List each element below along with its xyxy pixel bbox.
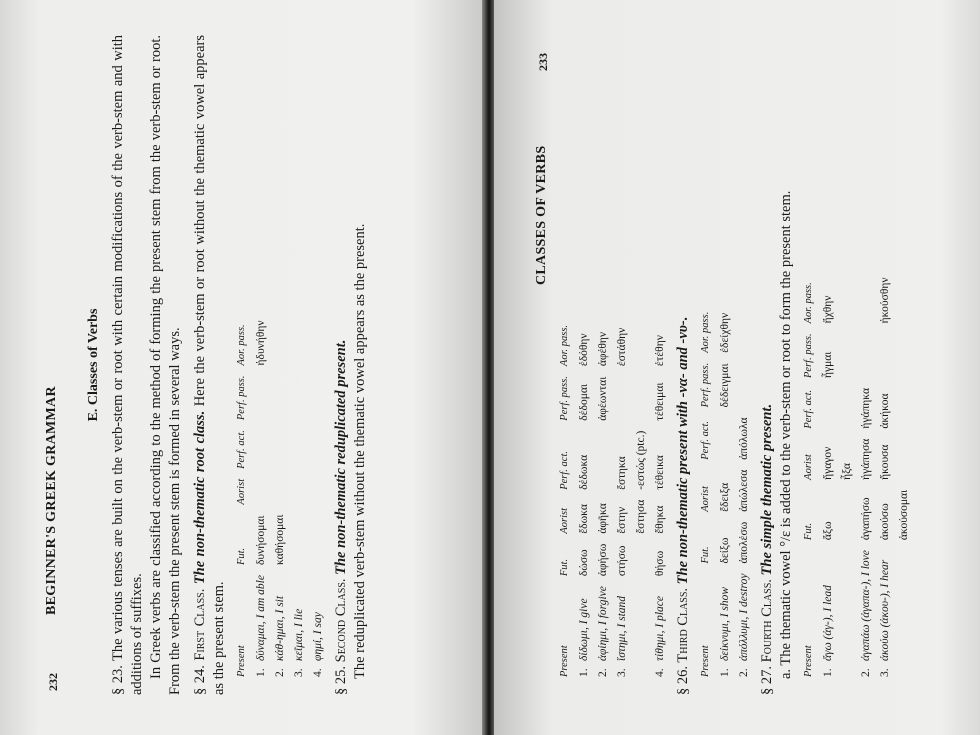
section-24-title: The non-thematic root class.: [192, 410, 208, 585]
perf-pass-cell: [271, 365, 290, 420]
aor-pass-cell: [895, 267, 914, 323]
col-header: Perf. act.: [803, 389, 814, 429]
table-row: [819, 267, 838, 677]
perf-pass-cell: [309, 365, 328, 420]
table-row: [594, 315, 613, 677]
section-27-label: § 27. Fourth Class.: [759, 579, 775, 695]
table-row: [895, 267, 914, 677]
table-header-row: [231, 310, 252, 677]
future-cell: στήσω: [616, 545, 628, 577]
perf-act-cell: ἀκήκοα: [879, 393, 891, 429]
present-cell: [613, 576, 632, 677]
col-header: Perf. pass.: [236, 375, 247, 421]
section-26-label: § 26. Third Class.: [675, 587, 691, 695]
table-row: [309, 310, 328, 677]
perf-pass-cell: [876, 323, 895, 378]
present-cell: [838, 540, 857, 677]
present-form: ἀφίημι, I forgive: [597, 586, 609, 661]
row-number: 1.: [822, 668, 834, 677]
future-cell: ἄξω: [822, 521, 834, 541]
col-header: Fut.: [700, 546, 711, 564]
aor-pass-cell: [857, 267, 876, 323]
paragraph-25: [332, 35, 351, 695]
future-cell: δυνήσομαι: [255, 515, 267, 566]
table-row: [271, 310, 290, 677]
aor-pass-cell: [290, 310, 309, 365]
col-header: Perf. act.: [559, 451, 570, 490]
right-page: [494, 0, 980, 735]
col-header: Perf. pass.: [700, 362, 711, 408]
verb-table-25: [554, 315, 670, 677]
present-cell: [632, 576, 651, 677]
aor-pass-cell: ἐτέθην: [654, 335, 666, 367]
present-cell: [651, 576, 670, 677]
page-number: 233: [536, 53, 550, 71]
col-header: Present: [803, 645, 814, 677]
table-header-row: [554, 315, 575, 677]
section-25-title: The non-thematic reduplicated present.: [333, 339, 349, 575]
row-number: 2.: [274, 668, 286, 677]
running-head: CLASSES OF VERBS: [534, 145, 549, 285]
future-cell: θήσω: [654, 550, 666, 577]
table-header-row: [798, 267, 819, 677]
section-24-label: § 24. First Class.: [192, 588, 208, 695]
row-number: 4.: [654, 668, 666, 677]
col-header: Aorist: [700, 486, 711, 512]
perf-pass-cell: [838, 323, 857, 378]
present-form: δύναμαι, I am able: [255, 575, 267, 661]
present-cell: [716, 564, 735, 677]
present-cell: [895, 540, 914, 677]
right-body: [552, 35, 918, 695]
aorist-cell: ἤκουσα: [879, 444, 891, 480]
future-cell: [309, 505, 328, 565]
aorist-cell: [290, 469, 309, 505]
paragraph-23b: In Greek verbs are classified according to the method of forming the present stem from the verb-stem or root. From the verb-stem the present stem is formed in several ways.: [148, 35, 183, 695]
verb-table-24: [231, 310, 328, 677]
aorist-cell: ἤγαγον: [822, 446, 834, 480]
perf-pass-cell: [252, 365, 271, 420]
perf-act-cell: δέδωκα: [578, 454, 590, 490]
table-row: [290, 310, 309, 677]
present-cell: [309, 565, 328, 677]
aor-pass-cell: ἠκούσθην: [879, 277, 891, 324]
col-header: Aor. pass.: [559, 324, 570, 367]
present-form: κάθ-ημαι, I sit: [274, 595, 286, 661]
right-page-content: [494, 0, 980, 735]
present-cell: [575, 576, 594, 677]
perf-pass-cell: [857, 323, 876, 378]
paragraph-23: § 23. The various tenses are built on the verb-stem or root with certain modifications of the verb-stem and with additions of suffixes.: [110, 35, 145, 695]
present-cell: [290, 565, 309, 677]
row-number: 3.: [879, 668, 891, 677]
present-form: ἄγω (ἀγ-), I lead: [822, 585, 834, 661]
table-row: [716, 302, 735, 677]
future-cell: ἀκούσω: [879, 503, 891, 541]
perf-act-cell: ἠγάπηκα: [860, 388, 872, 429]
col-header: Aorist: [559, 508, 570, 534]
present-form: τίθημι, I place: [654, 596, 666, 661]
row-number: 4.: [312, 668, 324, 677]
future-cell: ἀκούσομαι: [898, 489, 910, 541]
section-title: E. Classes of Verbs: [86, 308, 101, 422]
aorist-cell: ἔστησα: [635, 499, 647, 534]
aorist-cell: ἔδωκα: [578, 504, 590, 534]
aorist-cell: ἀπώλεσα: [738, 469, 750, 512]
col-header: Present: [700, 645, 711, 677]
aor-pass-cell: ἀφέθην: [597, 331, 609, 367]
perf-pass-cell: δέδομαι: [578, 384, 590, 421]
perf-pass-cell: τέθειμαι: [654, 382, 666, 421]
aorist-cell: ἠγάπησα: [860, 438, 872, 480]
perf-pass-cell: ἀφέωνται: [597, 376, 609, 421]
perf-act-cell: [290, 420, 309, 469]
row-number: 2.: [597, 668, 609, 677]
row-number: 1.: [578, 668, 590, 677]
present-cell: [252, 565, 271, 677]
aorist-cell: [895, 429, 914, 480]
aorist-cell: [252, 469, 271, 505]
aor-pass-cell: [632, 315, 651, 366]
present-cell: [876, 540, 895, 677]
col-header: Aor. pass.: [236, 324, 247, 366]
table-row: [735, 302, 754, 677]
perf-pass-cell: ἦγμαι: [822, 351, 834, 378]
aor-pass-cell: [838, 267, 857, 323]
future-cell: ἀφήσω: [597, 543, 609, 577]
col-header: Aorist: [803, 454, 814, 480]
paragraph-24: [191, 35, 229, 695]
page-number: 232: [46, 673, 60, 691]
future-cell: ἀγαπήσω: [860, 497, 872, 541]
perf-pass-cell: [613, 366, 632, 421]
future-cell: [632, 534, 651, 576]
aorist-cell: ἔδειξα: [719, 482, 731, 512]
future-cell: [838, 480, 857, 540]
perf-act-cell: [716, 407, 735, 459]
section-25-text: The reduplicated verb-stem without the thematic vowel appears as the present.: [352, 223, 368, 679]
present-cell: [857, 540, 876, 677]
table-header-row: [695, 302, 716, 677]
perf-pass-cell: δέδειγμαι: [719, 363, 731, 408]
row-number: 3.: [616, 668, 628, 677]
perf-act-cell: [895, 378, 914, 429]
paragraph-27a: a. The thematic vowel °/ε is added to the verb-stem or root to form the present stem.: [778, 190, 794, 679]
row-number: 1.: [255, 668, 267, 677]
col-header: Perf. act.: [700, 420, 711, 460]
verb-table-26: [695, 302, 754, 677]
verb-table-27: [798, 267, 914, 677]
aor-pass-cell: ἐδόθην: [578, 333, 590, 367]
future-cell: δείξω: [719, 537, 731, 564]
present-cell: [271, 565, 290, 677]
present-form: φημί, I say: [312, 612, 324, 661]
aor-pass-cell: ἐδείχθην: [719, 312, 731, 353]
col-header: Aor. pass.: [700, 311, 711, 353]
row-number: 2.: [860, 668, 872, 677]
present-cell: [735, 564, 754, 677]
left-page-content: [0, 0, 486, 735]
running-head: BEGINNER'S GREEK GRAMMAR: [44, 386, 59, 615]
present-form: ἀγαπάω (ἀγαπα-), I love: [860, 550, 872, 661]
row-number: 3.: [293, 668, 305, 677]
perf-act-cell: τέθεικα: [654, 455, 666, 490]
row-number: 1.: [719, 668, 731, 677]
aorist-cell: ἦξα: [841, 463, 853, 480]
table-row: [838, 267, 857, 677]
col-header: Perf. act.: [236, 430, 247, 469]
present-form: ἵστημι, I stand: [616, 595, 628, 661]
col-header: Fut.: [559, 558, 570, 577]
aorist-cell: ἔθηκα: [654, 505, 666, 534]
perf-act-cell: -εστώς (ptc.): [635, 430, 647, 490]
present-cell: [819, 540, 838, 677]
present-form: ἀκούω (ἀκου-), I hear: [879, 559, 891, 661]
col-header: Perf. pass.: [803, 333, 814, 378]
section-25-label: § 25. Second Class.: [333, 578, 349, 695]
aor-pass-cell: [735, 302, 754, 353]
section-26-title: The non-thematic present with -να- and -νυ-.: [675, 316, 691, 585]
present-form: δείκνυμι, I show: [719, 586, 731, 661]
perf-act-cell: ἀπόλωλα: [738, 417, 750, 460]
perf-act-cell: [271, 420, 290, 469]
aorist-cell: ἀφῆκα: [597, 503, 609, 534]
perf-act-cell: [594, 421, 613, 490]
aor-pass-cell: [309, 310, 328, 365]
perf-pass-cell: [290, 365, 309, 420]
aorist-cell: ἔστην: [616, 506, 628, 534]
aorist-cell: [309, 469, 328, 505]
present-form: κεῖμαι, I lie: [293, 608, 305, 661]
col-header: Fut.: [803, 522, 814, 541]
perf-act-cell: [819, 378, 838, 429]
col-header: Perf. pass.: [559, 376, 570, 421]
future-cell: δώσω: [578, 549, 590, 577]
table-row: [613, 315, 632, 677]
future-cell: καθήσομαι: [274, 514, 286, 566]
perf-act-cell: [309, 420, 328, 469]
paragraph-27: [758, 35, 777, 695]
aor-pass-cell: ἐστάθην: [616, 327, 628, 367]
table-row: [876, 267, 895, 677]
section-24-text: Here the verb-stem or root without the thematic vowel appears as the present stem.: [192, 34, 227, 695]
perf-pass-cell: [895, 323, 914, 378]
present-form: δίδωμι, I give: [578, 598, 590, 661]
future-cell: [290, 505, 309, 565]
perf-pass-cell: [632, 366, 651, 421]
aorist-cell: [271, 469, 290, 505]
row-number: 2.: [738, 668, 750, 677]
perf-pass-cell: [735, 353, 754, 408]
table-row: [651, 315, 670, 677]
left-page: [0, 0, 486, 735]
left-body: [76, 35, 370, 695]
col-header: Fut.: [236, 547, 247, 566]
perf-act-cell: ἕστηκα: [616, 456, 628, 490]
paragraph-26: [674, 35, 693, 695]
col-header: Present: [236, 645, 247, 677]
aor-pass-cell: [271, 310, 290, 365]
col-header: Aor. pass.: [803, 282, 814, 324]
aor-pass-cell: ἠδυνήθην: [255, 320, 267, 366]
aor-pass-cell: ἤχθην: [822, 295, 834, 324]
perf-act-cell: [838, 378, 857, 429]
table-row: [575, 315, 594, 677]
perf-act-cell: [252, 420, 271, 469]
present-form: ἀπόλλυμι, I destroy: [738, 573, 750, 661]
col-header: Present: [559, 645, 570, 677]
col-header: Aorist: [236, 478, 247, 505]
present-cell: [594, 576, 613, 677]
section-27-title: The simple thematic present.: [759, 403, 775, 576]
future-cell: ἀπολέσω: [738, 521, 750, 564]
table-row: [857, 267, 876, 677]
table-row: [632, 315, 651, 677]
table-row: [252, 310, 271, 677]
